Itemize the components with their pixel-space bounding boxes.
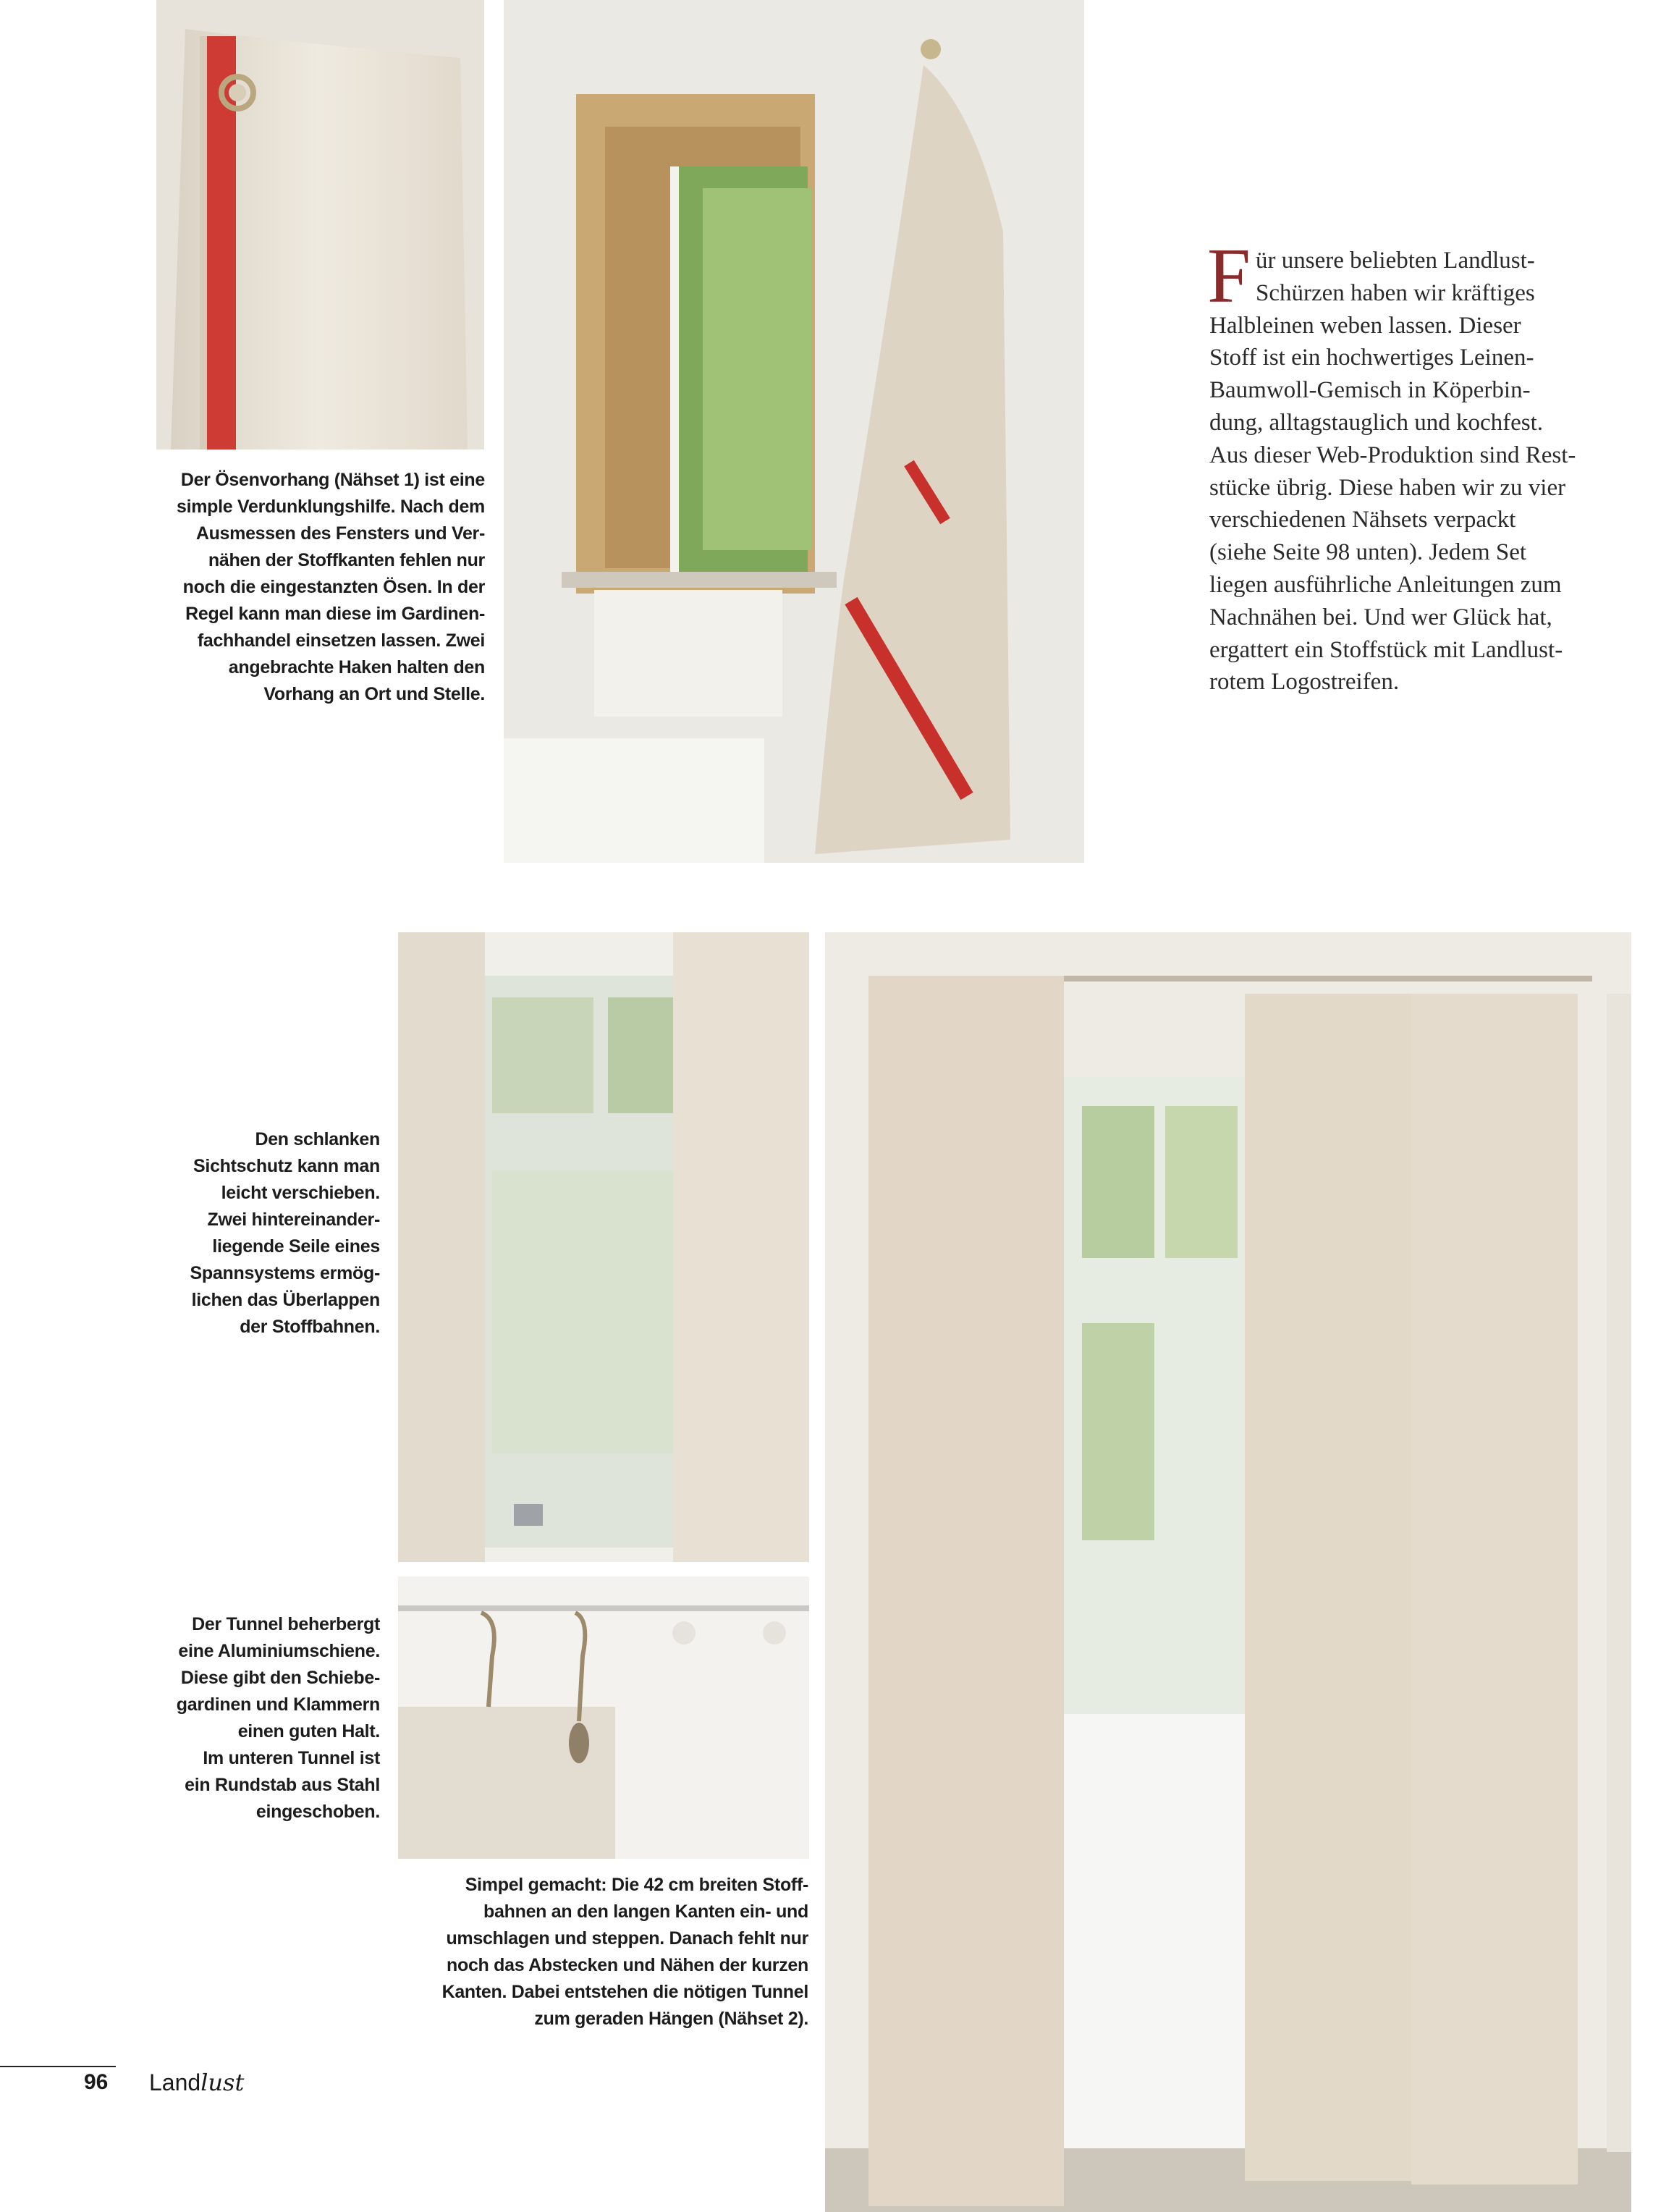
- page-number: 96: [84, 2070, 109, 2094]
- intro-text: F ür unsere beliebten Landlust- Schürzen haben wir kräftiges Halbleinen weben lassen. Dieser Stoff ist ein hochwertiges Leinen- Baumwoll-Gemisch in Köperbin- dung, alltagstauglich und kochfest. Aus dieser Web-Produktion sind Rest- stücke übrig. Diese haben wir zu vier verschiedenen Nähsets verpackt (siehe Seite 98 unten). Jedem Set liegen ausführliche Anleitungen zum Nachnähen bei. Und wer Glück hat, ergattert ein Stoffstück mit Landlust- rotem Logostreifen.: [1207, 233, 1576, 696]
- photo-slim-panels: [398, 932, 809, 1562]
- caption-slim-privacy-screen: Den schlanken Sichtschutz kann man leicht verschieben. Zwei hintereinander- liegende Seile eines Spannsystems ermög- lichen das Überlappen der Stoffbahnen.: [190, 1129, 380, 1337]
- brand-part-1: Land: [149, 2069, 201, 2095]
- photo-tunnel-hooks: [398, 1576, 809, 1859]
- brand-part-2: lust: [200, 2069, 245, 2096]
- photo-window-curtain: [504, 0, 1084, 863]
- caption-tunnel: Der Tunnel beherbergt eine Aluminiumschiene. Diese gibt den Schiebe- gardinen und Klammern einen guten Halt. Im unteren Tunnel ist ein Rundstab aus Stahl eingeschoben.: [176, 1614, 380, 1822]
- footer-rule: [0, 2066, 116, 2067]
- photo-sliding-panels: [825, 932, 1631, 2212]
- photo-eyelet-closeup: [156, 0, 484, 449]
- brand-logo: [149, 2069, 244, 2096]
- drop-cap: F: [1207, 233, 1251, 319]
- caption-simple-made: Simpel gemacht: Die 42 cm breiten Stoff- bahnen an den langen Kanten ein- und umschlagen und steppen. Danach fehlt nur noch das Abstecken und Nähen der kurzen Kanten. Dabei entstehen die nötigen Tunnel zum geraden Hängen (Nähset 2).: [441, 1875, 808, 2029]
- caption-eyelet-curtain: Der Ösenvorhang (Nähset 1) ist eine simple Verdunklungshilfe. Nach dem Ausmessen des Fensters und Ver- nähen der Stoffkanten fehlen nur noch die eingestanzten Ösen. In der Regel kann man diese im Gardinen- fachhandel einsetzen lassen. Zwei angebrachte Haken halten den Vorhang an Ort und Stelle.: [176, 470, 485, 704]
